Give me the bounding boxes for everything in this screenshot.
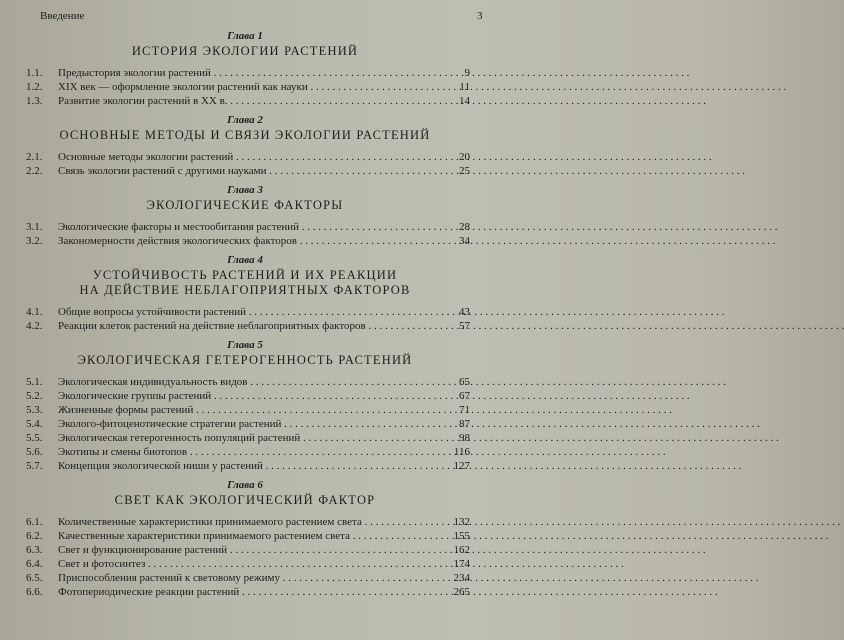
entry-page: 162 (453, 544, 470, 556)
entry-number: 6.2. (26, 530, 43, 542)
toc-entry (20, 164, 470, 178)
chapter-title-line: НА ДЕЙСТВИЕ НЕБЛАГОПРИЯТНЫХ ФАКТОРОВ (79, 283, 411, 297)
chapter-section (20, 479, 470, 599)
entry-page: 28 (459, 221, 470, 233)
chapter-label: Глава 5 (227, 339, 263, 351)
entry-title: Связь экологии растений с другими науками . . . (58, 164, 448, 178)
entry-title: Эколого-фитоценотические стратегии растений . . . (58, 417, 448, 431)
entry-title: Экологическая индивидуальность видов . . . (58, 375, 448, 389)
entry-title: Свет и функционирование растений . . . (58, 543, 448, 557)
entry-number: 6.5. (26, 572, 43, 584)
entry-page: 87 (459, 418, 470, 430)
entry-number: 5.1. (26, 376, 43, 388)
chapter-label: Глава 2 (227, 114, 263, 126)
entry-title: Экологические факторы и местообитания растений . . . (58, 220, 448, 234)
chapter-label: Глава 6 (227, 479, 263, 491)
entry-page: 9 (464, 67, 470, 79)
entry-number: 5.3. (26, 404, 43, 416)
entry-page: 155 (453, 530, 470, 542)
entry-page: 34 (459, 235, 470, 247)
toc-entry (20, 80, 470, 94)
toc-entry (20, 515, 470, 529)
entry-page: 65 (459, 376, 470, 388)
entry-number: 1.2. (26, 81, 43, 93)
intro-page: 3 (477, 10, 483, 22)
chapter-title-line: УСТОЙЧИВОСТЬ РАСТЕНИЙ И ИХ РЕАКЦИИ (92, 268, 398, 282)
entry-page: 57 (459, 320, 470, 332)
entry-title: XIX век — оформление экологии растений как науки . . . (58, 80, 448, 94)
entry-number: 1.3. (26, 95, 43, 107)
entry-page: 71 (459, 404, 470, 416)
entry-page: 174 (453, 558, 470, 570)
chapter-title-line: СВЕТ КАК ЭКОЛОГИЧЕСКИЙ ФАКТОР (114, 493, 376, 507)
entry-number: 4.2. (26, 320, 43, 332)
chapter-title-line: ЭКОЛОГИЧЕСКИЕ ФАКТОРЫ (146, 198, 344, 212)
entry-number: 3.1. (26, 221, 43, 233)
entry-title: Экологические группы растений . . . (58, 389, 448, 403)
toc-entry (20, 543, 470, 557)
toc-entry (20, 585, 470, 599)
chapter-title (20, 44, 470, 59)
toc-entry (20, 375, 470, 389)
chapter-title (20, 353, 470, 368)
entry-title: Фотопериодические реакции растений . . . (58, 585, 448, 599)
toc-entry (20, 220, 470, 234)
entry-number: 1.1. (26, 67, 43, 79)
entry-number: 6.6. (26, 586, 43, 598)
entry-number: 5.4. (26, 418, 43, 430)
intro-title: Введение (40, 10, 85, 22)
toc-entry (20, 557, 470, 571)
toc-entry (20, 571, 470, 585)
entry-page: 98 (459, 432, 470, 444)
entry-title: Закономерности действия экологических факторов . . . (58, 234, 448, 248)
toc-entry (20, 66, 470, 80)
toc-entry (20, 445, 470, 459)
toc-entry (20, 319, 470, 333)
entry-page: 20 (459, 151, 470, 163)
entry-page: 127 (453, 460, 470, 472)
entry-page: 11 (459, 81, 470, 93)
entry-title: Жизненные формы растений . . . (58, 403, 448, 417)
entry-number: 5.7. (26, 460, 43, 472)
toc-intro (20, 6, 483, 24)
table-of-contents (20, 30, 470, 599)
chapter-section (20, 339, 470, 473)
entry-page: 234 (453, 572, 470, 584)
entry-page: 265 (453, 586, 470, 598)
toc-entry (20, 389, 470, 403)
entry-number: 6.4. (26, 558, 43, 570)
entry-page: 116 (453, 446, 470, 458)
chapter-section (20, 30, 470, 108)
toc-entry (20, 459, 470, 473)
toc-entry (20, 150, 470, 164)
entry-page: 132 (453, 516, 470, 528)
entry-title: Предыстория экологии растений . . . (58, 66, 448, 80)
chapter-label: Глава 4 (227, 254, 263, 266)
toc-entry (20, 417, 470, 431)
entry-title: Приспособления растений к световому режиму . . . (58, 571, 448, 585)
chapter-title (20, 493, 470, 508)
entry-page: 43 (459, 306, 470, 318)
entry-title: Общие вопросы устойчивости растений . . . (58, 305, 448, 319)
entry-number: 5.2. (26, 390, 43, 402)
chapter-title (20, 128, 470, 143)
entry-number: 5.6. (26, 446, 43, 458)
chapter-title-line: ОСНОВНЫЕ МЕТОДЫ И СВЯЗИ ЭКОЛОГИИ РАСТЕНИЙ (59, 128, 431, 142)
entry-number: 6.1. (26, 516, 43, 528)
entry-page: 14 (459, 95, 470, 107)
entry-number: 2.2. (26, 165, 43, 177)
entry-title: Основные методы экологии растений . . . (58, 150, 448, 164)
chapter-label: Глава 3 (227, 184, 263, 196)
chapter-section (20, 114, 470, 178)
entry-title: Количественные характеристики принимаемого растением света . . . (58, 515, 448, 529)
chapter-title (20, 268, 470, 298)
entry-title: Свет и фотосинтез . . . (58, 557, 448, 571)
entry-number: 6.3. (26, 544, 43, 556)
chapter-section (20, 184, 470, 248)
toc-entry (20, 234, 470, 248)
entry-page: 67 (459, 390, 470, 402)
entry-number: 4.1. (26, 306, 43, 318)
entry-page: 25 (459, 165, 470, 177)
entry-number: 5.5. (26, 432, 43, 444)
toc-entry (20, 305, 470, 319)
chapter-title-line: ЭКОЛОГИЧЕСКАЯ ГЕТЕРОГЕННОСТЬ РАСТЕНИЙ (77, 353, 413, 367)
toc-entry (20, 94, 470, 108)
entry-title: Развитие экологии растений в XX в. . . . (58, 94, 448, 108)
entry-title: Экологическая гетерогенность популяций растений . . . (58, 431, 448, 445)
toc-entry (20, 529, 470, 543)
entry-number: 2.1. (26, 151, 43, 163)
entry-title: Концепция экологической ниши у растений . . . (58, 459, 448, 473)
chapter-title-line: ИСТОРИЯ ЭКОЛОГИИ РАСТЕНИЙ (131, 44, 359, 58)
entry-title: Экотипы и смены биотопов . . . (58, 445, 448, 459)
toc-entry (20, 431, 470, 445)
entry-title: Качественные характеристики принимаемого растением света . . . (58, 529, 448, 543)
chapter-title (20, 198, 470, 213)
chapter-label: Глава 1 (227, 30, 263, 42)
entry-title: Реакции клеток растений на действие неблагоприятных факторов . . . (58, 319, 448, 333)
chapter-section (20, 254, 470, 333)
toc-entry (20, 403, 470, 417)
entry-number: 3.2. (26, 235, 43, 247)
